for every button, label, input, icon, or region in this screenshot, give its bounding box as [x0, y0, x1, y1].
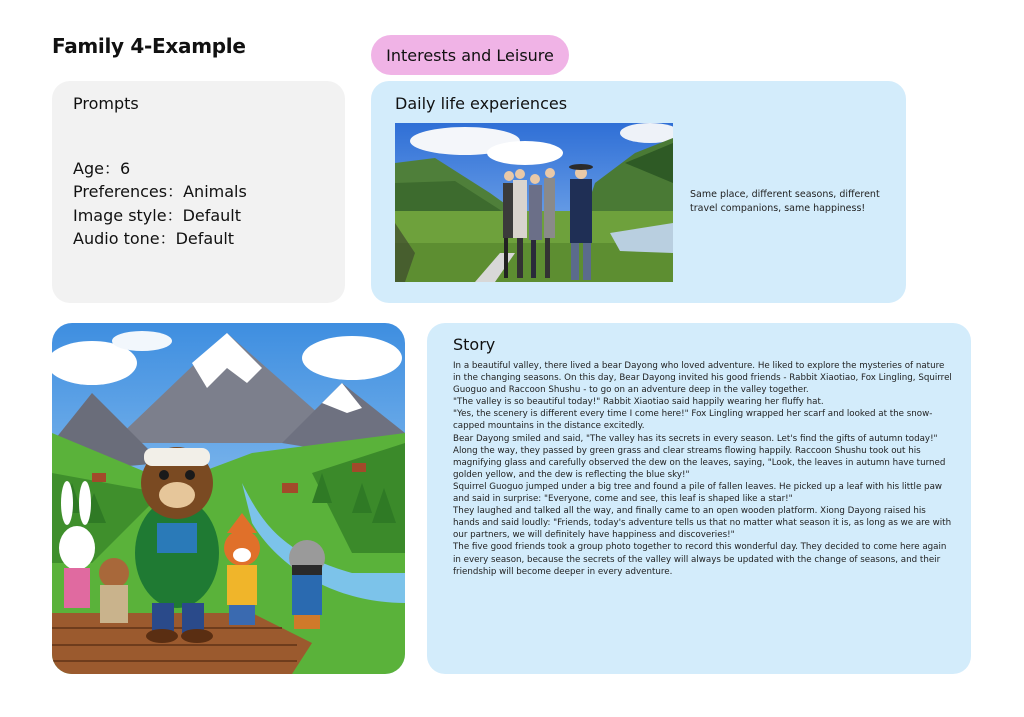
- story-panel: [427, 323, 971, 674]
- prompt-list: [73, 157, 247, 250]
- story-paragraph: "The valley is so beautiful today!" Rabbit Xiaotiao said happily wearing her fluffy hat.: [453, 397, 824, 408]
- prompts-panel: [52, 81, 345, 303]
- story-paragraph: Bear Dayong smiled and said, "The valley has its secrets in every season. Let's find the gifts of autumn today!": [453, 433, 938, 444]
- story-paragraph: Squirrel Guoguo jumped under a big tree and found a pile of fallen leaves. He picked up a leaf with his little paw and said in surprise: "Everyone, come and see, this leaf is shaped like a star!": [453, 481, 943, 505]
- family-photo-image: [395, 123, 673, 282]
- daily-life-panel: [371, 81, 906, 303]
- story-paragraph: They laughed and talked all the way, and finally came to an open wooden platform. Xiong Dayong raised his hands and said loudly: "Friends, today's adventure tells us that no matter what season it is, as long as we are with our partners, we will definitely have happiness and discoveries!": [453, 506, 952, 541]
- daily-life-heading: Daily life experiences: [395, 94, 568, 113]
- story-heading: Story: [453, 335, 496, 354]
- story-text: [453, 360, 953, 578]
- prompts-heading: Prompts: [73, 94, 139, 113]
- story-paragraph: "Yes, the scenery is different every time I come here!" Fox Lingling wrapped her scarf and looked at the snow-capped mountains in the distance excitedly.: [453, 409, 933, 432]
- prompt-preferences: Preferences：Animals: [73, 182, 247, 202]
- prompt-image-style: Image style：Default: [73, 205, 242, 225]
- story-paragraph: In a beautiful valley, there lived a bear Dayong who loved adventure. He liked to explore the mysteries of nature in the changing seasons. On this day, Bear Dayong invited his good friends - Rabbit Xiaotiao, Fox Lingling, Squirrel Guoguo and Raccoon Shushu - to go on an adventure deep in the valley together.: [453, 361, 952, 396]
- story-paragraph: Along the way, they passed by green grass and clear streams flowing happily. Raccoon Shushu took out his magnifying glass and carefully observed the dew on the leaves, saying, "Look, the leaves in autumn have turned golden yellow, and the dew is reflecting the blue sky!": [453, 445, 946, 480]
- category-tag: [371, 35, 569, 75]
- story-paragraph: The five good friends took a group photo together to record this wonderful day. They decided to come here again in every season, because the secrets of the valley will always be updated with the change of seasons, and their friendship will become deeper in every adventure.: [453, 542, 947, 577]
- prompt-age: Age：6: [73, 159, 131, 178]
- category-tag-label: Interests and Leisure: [386, 45, 554, 65]
- cartoon-animals-illustration: [52, 323, 405, 674]
- prompt-audio-tone: Audio tone：Default: [73, 228, 235, 248]
- photo-caption: Same place, different seasons, different travel companions, same happiness!: [690, 189, 880, 214]
- page-title: Family 4-Example: [52, 34, 246, 58]
